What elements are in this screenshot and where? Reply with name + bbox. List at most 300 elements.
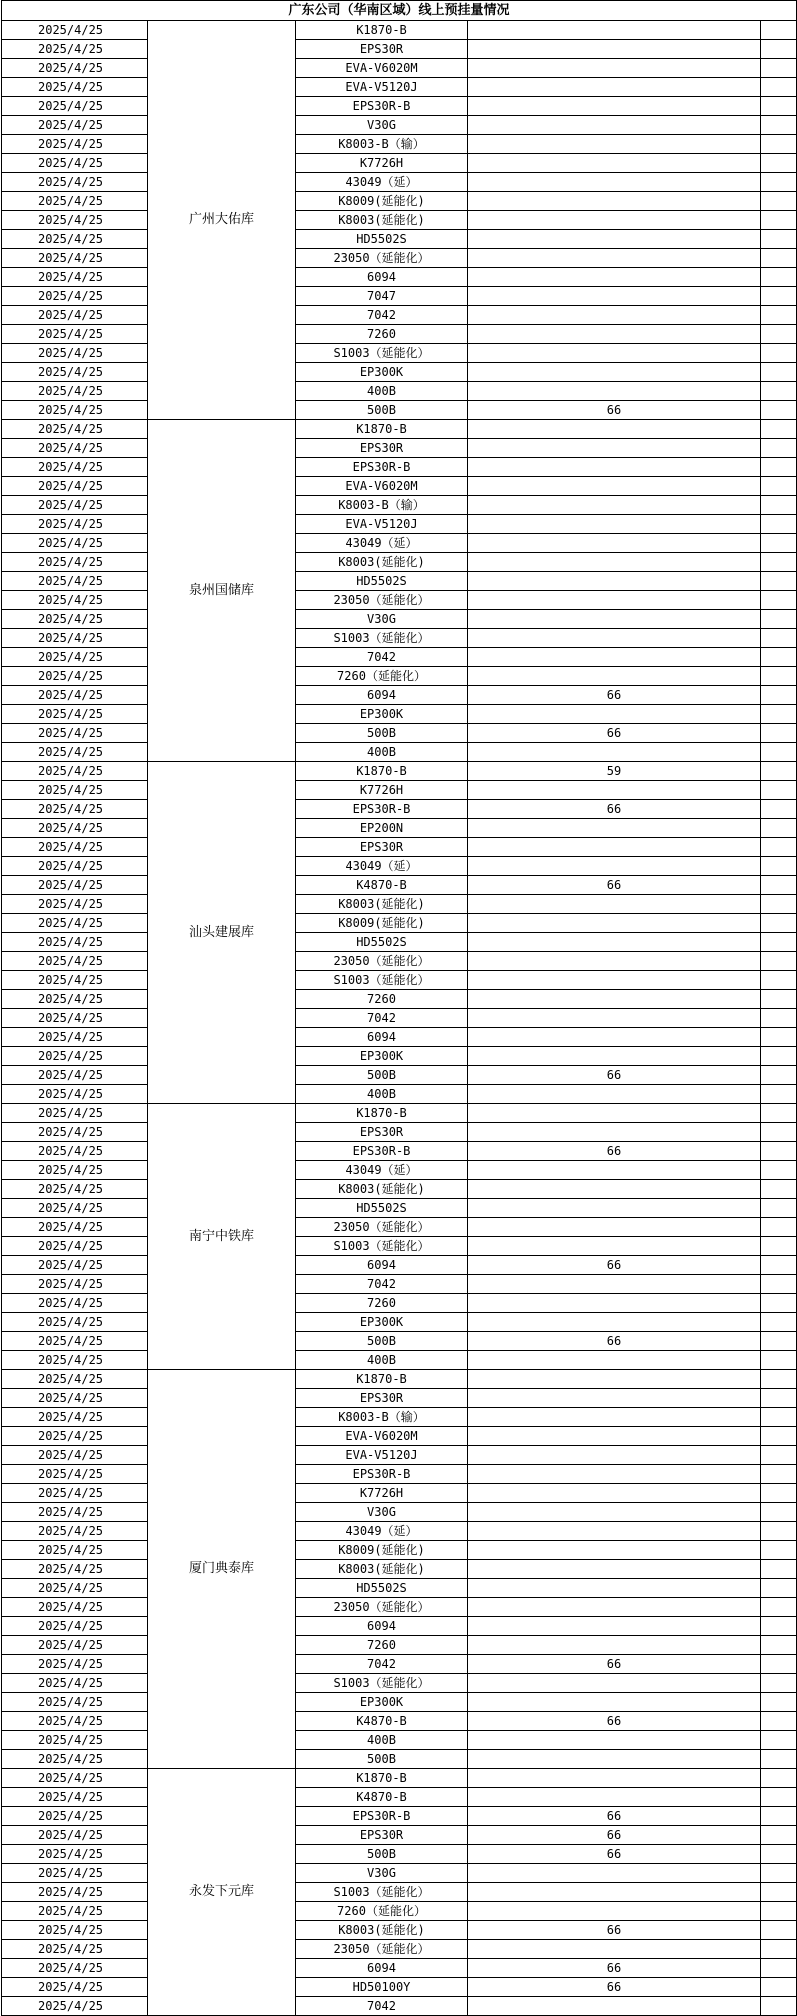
product-cell: K7726H xyxy=(296,781,468,800)
table-row xyxy=(2,135,797,154)
product-cell: S1003（延能化） xyxy=(296,971,468,990)
product-cell: K1870-B xyxy=(296,1104,468,1123)
quantity-cell xyxy=(468,1864,761,1883)
quantity-cell xyxy=(468,1788,761,1807)
table-row xyxy=(2,1408,797,1427)
quantity-cell xyxy=(468,1769,761,1788)
date-cell: 2025/4/25 xyxy=(2,40,148,59)
empty-cell xyxy=(761,1731,797,1750)
date-cell: 2025/4/25 xyxy=(2,1674,148,1693)
table-row xyxy=(2,211,797,230)
table-row xyxy=(2,458,797,477)
product-cell: 43049（延） xyxy=(296,1522,468,1541)
product-cell: EPS30R xyxy=(296,40,468,59)
table-row xyxy=(2,420,797,439)
empty-cell xyxy=(761,230,797,249)
date-cell: 2025/4/25 xyxy=(2,1788,148,1807)
table-row xyxy=(2,1332,797,1351)
date-cell: 2025/4/25 xyxy=(2,1826,148,1845)
date-cell: 2025/4/25 xyxy=(2,667,148,686)
table-row xyxy=(2,1636,797,1655)
quantity-cell: 66 xyxy=(468,1066,761,1085)
quantity-cell xyxy=(468,1484,761,1503)
quantity-cell: 59 xyxy=(468,762,761,781)
quantity-cell xyxy=(468,781,761,800)
product-cell: K8003-B（输） xyxy=(296,496,468,515)
table-row xyxy=(2,401,797,420)
quantity-cell xyxy=(468,420,761,439)
product-cell: EP300K xyxy=(296,1693,468,1712)
table-row xyxy=(2,648,797,667)
empty-cell xyxy=(761,686,797,705)
quantity-cell: 66 xyxy=(468,1826,761,1845)
table-row xyxy=(2,287,797,306)
quantity-cell xyxy=(468,1522,761,1541)
date-cell: 2025/4/25 xyxy=(2,1693,148,1712)
table-row xyxy=(2,1104,797,1123)
date-cell: 2025/4/25 xyxy=(2,971,148,990)
table-row xyxy=(2,230,797,249)
product-cell: V30G xyxy=(296,1864,468,1883)
table-row xyxy=(2,344,797,363)
quantity-cell xyxy=(468,268,761,287)
product-cell: S1003（延能化） xyxy=(296,1674,468,1693)
product-cell: 7260（延能化） xyxy=(296,667,468,686)
date-cell: 2025/4/25 xyxy=(2,382,148,401)
table-row xyxy=(2,743,797,762)
date-cell: 2025/4/25 xyxy=(2,1750,148,1769)
date-cell: 2025/4/25 xyxy=(2,249,148,268)
empty-cell xyxy=(761,1959,797,1978)
quantity-cell xyxy=(468,819,761,838)
empty-cell xyxy=(761,971,797,990)
product-cell: S1003（延能化） xyxy=(296,629,468,648)
quantity-cell xyxy=(468,1161,761,1180)
product-cell: EPS30R xyxy=(296,439,468,458)
product-cell: 7042 xyxy=(296,1655,468,1674)
table-row xyxy=(2,876,797,895)
quantity-cell: 66 xyxy=(468,876,761,895)
table-row xyxy=(2,173,797,192)
table-row xyxy=(2,1218,797,1237)
table-row xyxy=(2,1921,797,1940)
date-cell: 2025/4/25 xyxy=(2,1351,148,1370)
quantity-cell: 66 xyxy=(468,1256,761,1275)
table-row xyxy=(2,1522,797,1541)
empty-cell xyxy=(761,1712,797,1731)
date-cell: 2025/4/25 xyxy=(2,21,148,40)
date-cell: 2025/4/25 xyxy=(2,1845,148,1864)
date-cell: 2025/4/25 xyxy=(2,610,148,629)
date-cell: 2025/4/25 xyxy=(2,1009,148,1028)
table-row xyxy=(2,1978,797,1997)
empty-cell xyxy=(761,401,797,420)
empty-cell xyxy=(761,914,797,933)
date-cell: 2025/4/25 xyxy=(2,1807,148,1826)
table-row xyxy=(2,1009,797,1028)
quantity-cell xyxy=(468,1351,761,1370)
product-cell: K8009(延能化) xyxy=(296,1541,468,1560)
product-cell: EPS30R-B xyxy=(296,1465,468,1484)
empty-cell xyxy=(761,249,797,268)
product-cell: 500B xyxy=(296,1845,468,1864)
empty-cell xyxy=(761,1636,797,1655)
quantity-cell xyxy=(468,515,761,534)
date-cell: 2025/4/25 xyxy=(2,1769,148,1788)
empty-cell xyxy=(761,78,797,97)
empty-cell xyxy=(761,97,797,116)
quantity-cell xyxy=(468,230,761,249)
empty-cell xyxy=(761,952,797,971)
product-cell: HD5502S xyxy=(296,1199,468,1218)
date-cell: 2025/4/25 xyxy=(2,1427,148,1446)
product-cell: 6094 xyxy=(296,686,468,705)
date-cell: 2025/4/25 xyxy=(2,1655,148,1674)
product-cell: EPS30R xyxy=(296,838,468,857)
quantity-cell xyxy=(468,439,761,458)
empty-cell xyxy=(761,268,797,287)
date-cell: 2025/4/25 xyxy=(2,1104,148,1123)
quantity-cell xyxy=(468,306,761,325)
empty-cell xyxy=(761,1009,797,1028)
product-cell: 400B xyxy=(296,1731,468,1750)
empty-cell xyxy=(761,1864,797,1883)
table-row xyxy=(2,1028,797,1047)
quantity-cell xyxy=(468,1541,761,1560)
empty-cell xyxy=(761,648,797,667)
quantity-cell xyxy=(468,838,761,857)
table-row xyxy=(2,1826,797,1845)
table-row xyxy=(2,610,797,629)
product-cell: K1870-B xyxy=(296,762,468,781)
date-cell: 2025/4/25 xyxy=(2,1180,148,1199)
empty-cell xyxy=(761,1788,797,1807)
date-cell: 2025/4/25 xyxy=(2,1883,148,1902)
date-cell: 2025/4/25 xyxy=(2,1522,148,1541)
table-row xyxy=(2,154,797,173)
quantity-cell xyxy=(468,40,761,59)
product-cell: 7042 xyxy=(296,1997,468,2016)
quantity-cell xyxy=(468,1275,761,1294)
date-cell: 2025/4/25 xyxy=(2,1731,148,1750)
empty-cell xyxy=(761,1047,797,1066)
date-cell: 2025/4/25 xyxy=(2,496,148,515)
table-row xyxy=(2,1579,797,1598)
product-cell: S1003（延能化） xyxy=(296,1237,468,1256)
empty-cell xyxy=(761,1997,797,2016)
empty-cell xyxy=(761,762,797,781)
product-cell: K8003(延能化) xyxy=(296,895,468,914)
quantity-cell xyxy=(468,1503,761,1522)
empty-cell xyxy=(761,876,797,895)
date-cell: 2025/4/25 xyxy=(2,1085,148,1104)
product-cell: EVA-V5120J xyxy=(296,1446,468,1465)
product-cell: 43049（延） xyxy=(296,534,468,553)
empty-cell xyxy=(761,857,797,876)
empty-cell xyxy=(761,781,797,800)
table-row xyxy=(2,705,797,724)
table-row xyxy=(2,1237,797,1256)
quantity-cell xyxy=(468,344,761,363)
date-cell: 2025/4/25 xyxy=(2,629,148,648)
product-cell: 400B xyxy=(296,1085,468,1104)
empty-cell xyxy=(761,1826,797,1845)
date-cell: 2025/4/25 xyxy=(2,914,148,933)
table-row xyxy=(2,1750,797,1769)
table-row xyxy=(2,1693,797,1712)
table-row xyxy=(2,838,797,857)
date-cell: 2025/4/25 xyxy=(2,1978,148,1997)
table-row xyxy=(2,1902,797,1921)
table-row xyxy=(2,306,797,325)
quantity-cell xyxy=(468,59,761,78)
quantity-cell xyxy=(468,1370,761,1389)
empty-cell xyxy=(761,1674,797,1693)
date-cell: 2025/4/25 xyxy=(2,686,148,705)
product-cell: 23050（延能化） xyxy=(296,1598,468,1617)
empty-cell xyxy=(761,325,797,344)
date-cell: 2025/4/25 xyxy=(2,800,148,819)
empty-cell xyxy=(761,21,797,40)
empty-cell xyxy=(761,477,797,496)
date-cell: 2025/4/25 xyxy=(2,1408,148,1427)
product-cell: 6094 xyxy=(296,1256,468,1275)
product-cell: K8003(延能化) xyxy=(296,1560,468,1579)
quantity-cell: 66 xyxy=(468,724,761,743)
product-cell: K8003(延能化) xyxy=(296,1921,468,1940)
quantity-cell xyxy=(468,591,761,610)
product-cell: EVA-V6020M xyxy=(296,477,468,496)
date-cell: 2025/4/25 xyxy=(2,1199,148,1218)
warehouse-cell: 广州大佑库 xyxy=(148,21,296,420)
date-cell: 2025/4/25 xyxy=(2,1959,148,1978)
empty-cell xyxy=(761,135,797,154)
date-cell: 2025/4/25 xyxy=(2,1541,148,1560)
date-cell: 2025/4/25 xyxy=(2,458,148,477)
empty-cell xyxy=(761,819,797,838)
table-row xyxy=(2,781,797,800)
table-row xyxy=(2,249,797,268)
table-row xyxy=(2,1674,797,1693)
empty-cell xyxy=(761,439,797,458)
product-cell: EVA-V6020M xyxy=(296,1427,468,1446)
quantity-cell xyxy=(468,1199,761,1218)
date-cell: 2025/4/25 xyxy=(2,1237,148,1256)
quantity-cell xyxy=(468,1674,761,1693)
quantity-cell xyxy=(468,192,761,211)
date-cell: 2025/4/25 xyxy=(2,59,148,78)
empty-cell xyxy=(761,458,797,477)
date-cell: 2025/4/25 xyxy=(2,591,148,610)
table-row xyxy=(2,363,797,382)
product-cell: K8003-B（输） xyxy=(296,135,468,154)
empty-cell xyxy=(761,667,797,686)
quantity-cell xyxy=(468,1180,761,1199)
product-cell: EVA-V5120J xyxy=(296,78,468,97)
product-cell: EP300K xyxy=(296,1047,468,1066)
product-cell: K4870-B xyxy=(296,1712,468,1731)
product-cell: 500B xyxy=(296,401,468,420)
empty-cell xyxy=(761,591,797,610)
quantity-cell xyxy=(468,629,761,648)
product-cell: EPS30R-B xyxy=(296,97,468,116)
date-cell: 2025/4/25 xyxy=(2,895,148,914)
quantity-cell: 66 xyxy=(468,1712,761,1731)
table-row xyxy=(2,1560,797,1579)
quantity-cell xyxy=(468,1237,761,1256)
quantity-cell xyxy=(468,952,761,971)
date-cell: 2025/4/25 xyxy=(2,1940,148,1959)
table-row xyxy=(2,1446,797,1465)
table-row xyxy=(2,819,797,838)
warehouse-cell: 南宁中铁库 xyxy=(148,1104,296,1370)
product-cell: S1003（延能化） xyxy=(296,344,468,363)
empty-cell xyxy=(761,610,797,629)
date-cell: 2025/4/25 xyxy=(2,401,148,420)
quantity-cell xyxy=(468,325,761,344)
product-cell: 23050（延能化） xyxy=(296,591,468,610)
empty-cell xyxy=(761,1256,797,1275)
empty-cell xyxy=(761,306,797,325)
empty-cell xyxy=(761,420,797,439)
product-cell: EPS30R-B xyxy=(296,1807,468,1826)
empty-cell xyxy=(761,1560,797,1579)
empty-cell xyxy=(761,1750,797,1769)
empty-cell xyxy=(761,629,797,648)
product-cell: 400B xyxy=(296,1351,468,1370)
quantity-cell xyxy=(468,534,761,553)
quantity-cell xyxy=(468,382,761,401)
quantity-cell: 66 xyxy=(468,401,761,420)
table-row xyxy=(2,1427,797,1446)
empty-cell xyxy=(761,990,797,1009)
table-row xyxy=(2,116,797,135)
product-cell: EVA-V5120J xyxy=(296,515,468,534)
empty-cell xyxy=(761,173,797,192)
product-cell: EPS30R-B xyxy=(296,800,468,819)
product-cell: 7042 xyxy=(296,1275,468,1294)
date-cell: 2025/4/25 xyxy=(2,1484,148,1503)
sheet-title: 广东公司（华南区域）线上预挂量情况 xyxy=(2,1,797,21)
title-row xyxy=(2,1,797,21)
empty-cell xyxy=(761,1085,797,1104)
date-cell: 2025/4/25 xyxy=(2,838,148,857)
quantity-cell xyxy=(468,135,761,154)
empty-cell xyxy=(761,1313,797,1332)
quantity-cell: 66 xyxy=(468,1845,761,1864)
table-row xyxy=(2,1541,797,1560)
warehouse-cell: 厦门典泰库 xyxy=(148,1370,296,1769)
quantity-cell xyxy=(468,1085,761,1104)
warehouse-cell: 泉州国储库 xyxy=(148,420,296,762)
table-row xyxy=(2,439,797,458)
empty-cell xyxy=(761,59,797,78)
quantity-cell xyxy=(468,1446,761,1465)
empty-cell xyxy=(761,1123,797,1142)
date-cell: 2025/4/25 xyxy=(2,97,148,116)
table-row xyxy=(2,1294,797,1313)
table-row xyxy=(2,1712,797,1731)
table-row xyxy=(2,762,797,781)
table-row xyxy=(2,914,797,933)
product-cell: EVA-V6020M xyxy=(296,59,468,78)
empty-cell xyxy=(761,1142,797,1161)
table-row xyxy=(2,1142,797,1161)
date-cell: 2025/4/25 xyxy=(2,344,148,363)
quantity-cell xyxy=(468,1313,761,1332)
quantity-cell xyxy=(468,496,761,515)
date-cell: 2025/4/25 xyxy=(2,363,148,382)
product-cell: K8003(延能化) xyxy=(296,553,468,572)
date-cell: 2025/4/25 xyxy=(2,192,148,211)
date-cell: 2025/4/25 xyxy=(2,154,148,173)
empty-cell xyxy=(761,496,797,515)
date-cell: 2025/4/25 xyxy=(2,1275,148,1294)
quantity-cell xyxy=(468,1750,761,1769)
quantity-cell xyxy=(468,1028,761,1047)
date-cell: 2025/4/25 xyxy=(2,990,148,1009)
empty-cell xyxy=(761,1845,797,1864)
quantity-cell xyxy=(468,211,761,230)
product-cell: EP200N xyxy=(296,819,468,838)
empty-cell xyxy=(761,1484,797,1503)
product-cell: EP300K xyxy=(296,363,468,382)
empty-cell xyxy=(761,1655,797,1674)
empty-cell xyxy=(761,1199,797,1218)
date-cell: 2025/4/25 xyxy=(2,1370,148,1389)
quantity-cell xyxy=(468,914,761,933)
quantity-cell xyxy=(468,21,761,40)
empty-cell xyxy=(761,1237,797,1256)
date-cell: 2025/4/25 xyxy=(2,952,148,971)
table-row xyxy=(2,857,797,876)
empty-cell xyxy=(761,1902,797,1921)
quantity-cell xyxy=(468,990,761,1009)
quantity-cell xyxy=(468,78,761,97)
empty-cell xyxy=(761,1028,797,1047)
date-cell: 2025/4/25 xyxy=(2,1332,148,1351)
empty-cell xyxy=(761,534,797,553)
quantity-cell xyxy=(468,1579,761,1598)
table-row xyxy=(2,1161,797,1180)
quantity-cell xyxy=(468,287,761,306)
date-cell: 2025/4/25 xyxy=(2,724,148,743)
table-row xyxy=(2,21,797,40)
product-cell: 500B xyxy=(296,1066,468,1085)
date-cell: 2025/4/25 xyxy=(2,1465,148,1484)
empty-cell xyxy=(761,116,797,135)
table-row xyxy=(2,553,797,572)
date-cell: 2025/4/25 xyxy=(2,306,148,325)
date-cell: 2025/4/25 xyxy=(2,819,148,838)
date-cell: 2025/4/25 xyxy=(2,534,148,553)
table-row xyxy=(2,1997,797,2016)
table-row xyxy=(2,1484,797,1503)
quantity-cell xyxy=(468,553,761,572)
quantity-cell: 66 xyxy=(468,1655,761,1674)
table-row xyxy=(2,40,797,59)
quantity-cell xyxy=(468,895,761,914)
table-row xyxy=(2,572,797,591)
product-cell: 6094 xyxy=(296,1028,468,1047)
product-cell: 43049（延） xyxy=(296,857,468,876)
date-cell: 2025/4/25 xyxy=(2,268,148,287)
table-row xyxy=(2,591,797,610)
table-row xyxy=(2,990,797,1009)
table-row xyxy=(2,800,797,819)
date-cell: 2025/4/25 xyxy=(2,1598,148,1617)
product-cell: K8003(延能化) xyxy=(296,1180,468,1199)
